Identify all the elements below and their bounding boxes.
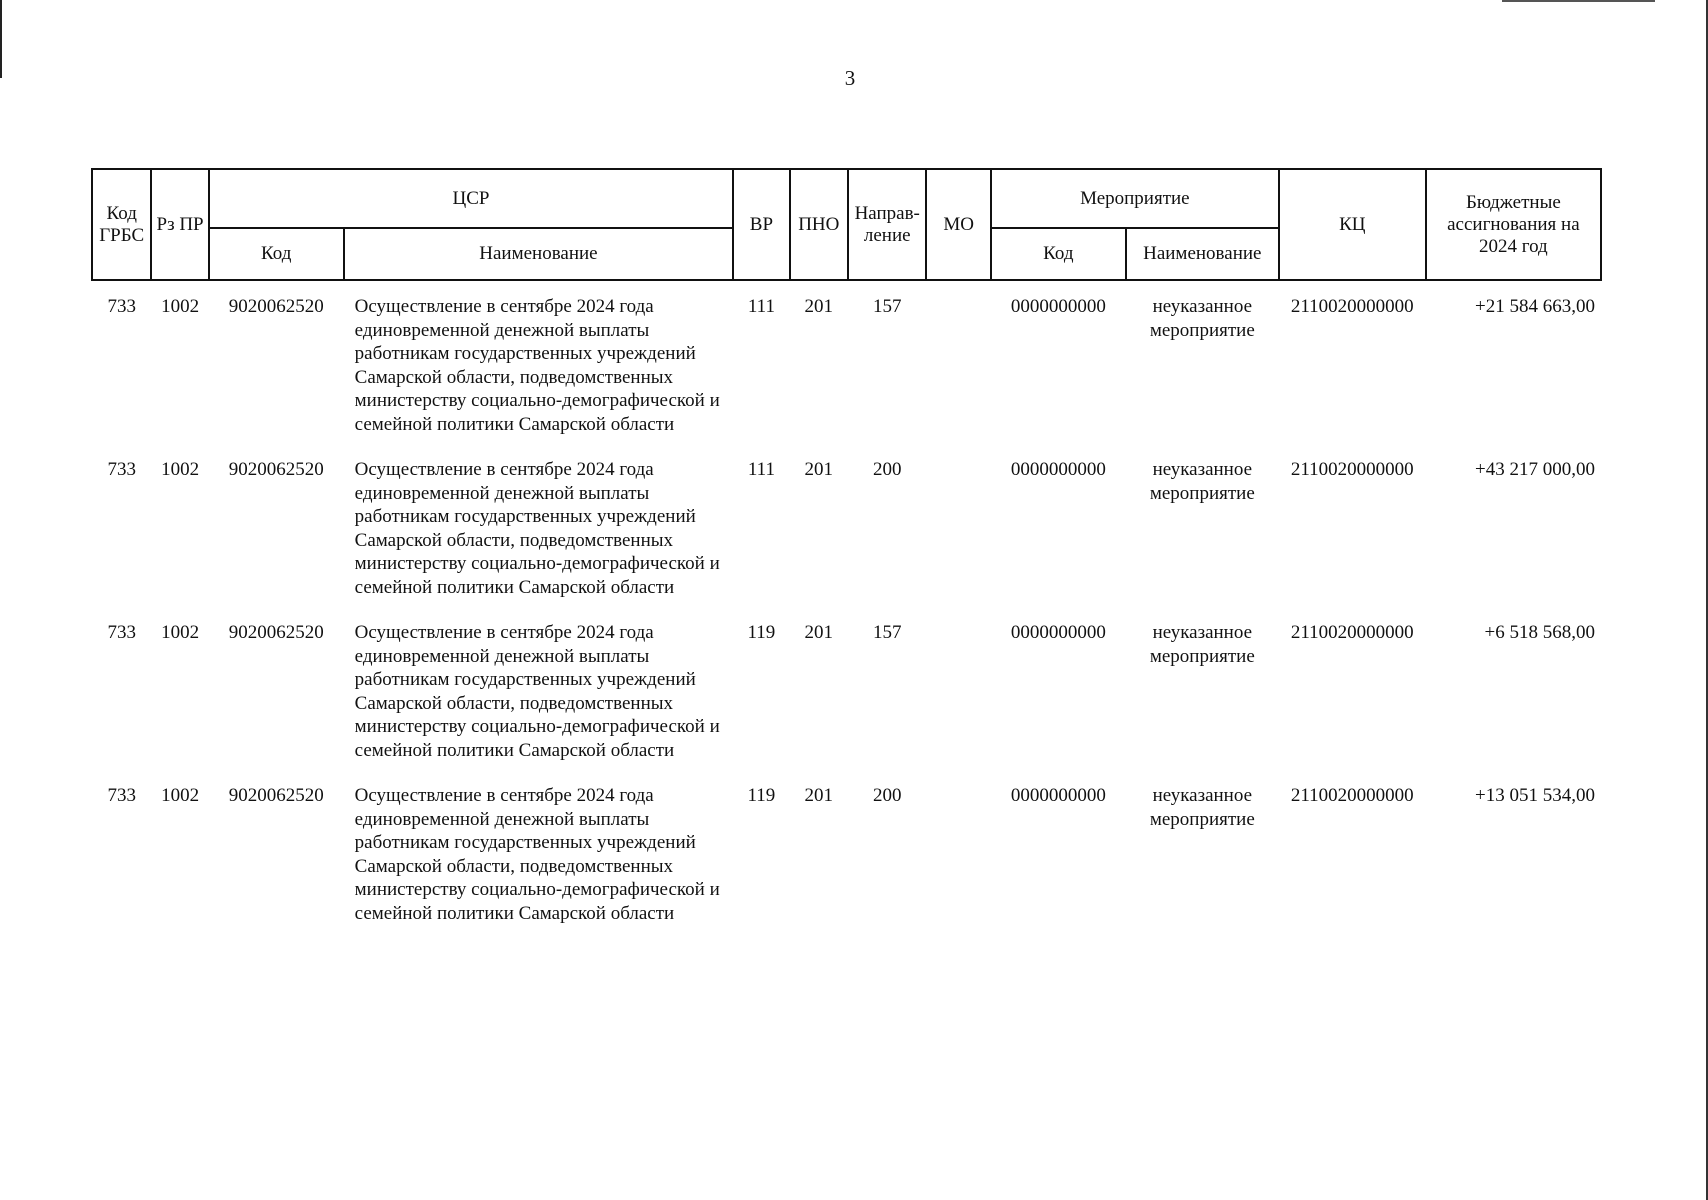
cell-napr: 157 — [872, 296, 902, 317]
table-row — [92, 280, 1601, 458]
header-mo: МО — [926, 169, 990, 280]
cell-mer-name: неуказанное мероприятие — [1149, 785, 1255, 830]
cell-csr-name: Осуществление в сентябре 2024 года единовременной денежной выплаты работникам государственных учреждений Самарской области, подведомственных министерству социально-демографической и семейной политики Самарской области — [354, 785, 720, 924]
cell-kc: 2110020000000 — [1290, 459, 1414, 480]
cell-mo — [926, 784, 990, 947]
cell-csr-kod: 9020062520 — [228, 622, 324, 643]
cell-kc: 2110020000000 — [1290, 296, 1414, 317]
cell-mer-name: неуказанное мероприятие — [1149, 459, 1255, 504]
cell-vr: 111 — [747, 296, 775, 317]
scan-top-rule — [1502, 0, 1655, 2]
cell-csr-kod: 9020062520 — [228, 459, 324, 480]
header-csr-kod: Код — [209, 228, 344, 280]
cell-csr-name: Осуществление в сентябре 2024 года единовременной денежной выплаты работникам государственных учреждений Самарской области, подведомственных министерству социально-демографической и семейной политики Самарской области — [354, 296, 720, 435]
table-row — [92, 784, 1601, 947]
cell-rzpr: 1002 — [161, 785, 200, 806]
cell-vr: 119 — [747, 622, 776, 643]
cell-kc: 2110020000000 — [1290, 622, 1414, 643]
cell-grbs: 733 — [107, 459, 136, 480]
cell-pno: 201 — [804, 785, 834, 806]
cell-pno: 201 — [804, 296, 834, 317]
cell-napr: 200 — [872, 459, 902, 480]
cell-amount: +6 518 568,00 — [1484, 622, 1595, 643]
cell-csr-name: Осуществление в сентябре 2024 года единовременной денежной выплаты работникам государственных учреждений Самарской области, подведомственных министерству социально-демографической и семейной политики Самарской области — [354, 459, 720, 598]
cell-rzpr: 1002 — [161, 459, 200, 480]
header-pno: ПНО — [790, 169, 848, 280]
budget-table — [91, 168, 1602, 947]
cell-mo — [926, 621, 990, 784]
header-csr: ЦСР — [209, 169, 733, 228]
cell-kc: 2110020000000 — [1290, 785, 1414, 806]
cell-napr: 157 — [872, 622, 902, 643]
cell-grbs: 733 — [107, 296, 136, 317]
table-header — [92, 169, 1601, 280]
cell-napr: 200 — [872, 785, 902, 806]
cell-grbs: 733 — [107, 622, 136, 643]
cell-amount: +21 584 663,00 — [1475, 296, 1595, 317]
header-rz-pr: Рз ПР — [151, 169, 208, 280]
header-vr: ВР — [733, 169, 789, 280]
cell-mer-kod: 0000000000 — [1010, 296, 1106, 317]
header-mer-name: Наименование — [1126, 228, 1279, 280]
cell-vr: 111 — [747, 459, 775, 480]
cell-mer-name: неуказанное мероприятие — [1149, 622, 1255, 667]
page-number: 3 — [844, 66, 856, 90]
cell-mer-kod: 0000000000 — [1010, 459, 1106, 480]
cell-mo — [926, 458, 990, 621]
cell-mer-name: неуказанное мероприятие — [1149, 296, 1255, 341]
table-body — [92, 280, 1601, 947]
header-mer-kod: Код — [991, 228, 1126, 280]
cell-amount: +43 217 000,00 — [1475, 459, 1595, 480]
header-napravlenie: Направ-ление — [848, 169, 927, 280]
cell-csr-kod: 9020062520 — [228, 785, 324, 806]
header-kod-grbs: Код ГРБС — [92, 169, 151, 280]
cell-grbs: 733 — [107, 785, 136, 806]
cell-csr-kod: 9020062520 — [228, 296, 324, 317]
header-meropriyatie: Мероприятие — [991, 169, 1279, 228]
cell-mer-kod: 0000000000 — [1010, 622, 1106, 643]
header-csr-name: Наименование — [344, 228, 734, 280]
cell-rzpr: 1002 — [161, 622, 200, 643]
table-row — [92, 621, 1601, 784]
table-row — [92, 458, 1601, 621]
cell-pno: 201 — [804, 622, 834, 643]
cell-amount: +13 051 534,00 — [1475, 785, 1595, 806]
cell-vr: 119 — [747, 785, 776, 806]
header-budget: Бюджетные ассигнования на 2024 год — [1426, 169, 1601, 280]
cell-pno: 201 — [804, 459, 834, 480]
header-kc: КЦ — [1279, 169, 1426, 280]
cell-rzpr: 1002 — [161, 296, 200, 317]
cell-csr-name: Осуществление в сентябре 2024 года единовременной денежной выплаты работникам государственных учреждений Самарской области, подведомственных министерству социально-демографической и семейной политики Самарской области — [354, 622, 720, 761]
cell-mer-kod: 0000000000 — [1010, 785, 1106, 806]
cell-mo — [926, 280, 990, 458]
